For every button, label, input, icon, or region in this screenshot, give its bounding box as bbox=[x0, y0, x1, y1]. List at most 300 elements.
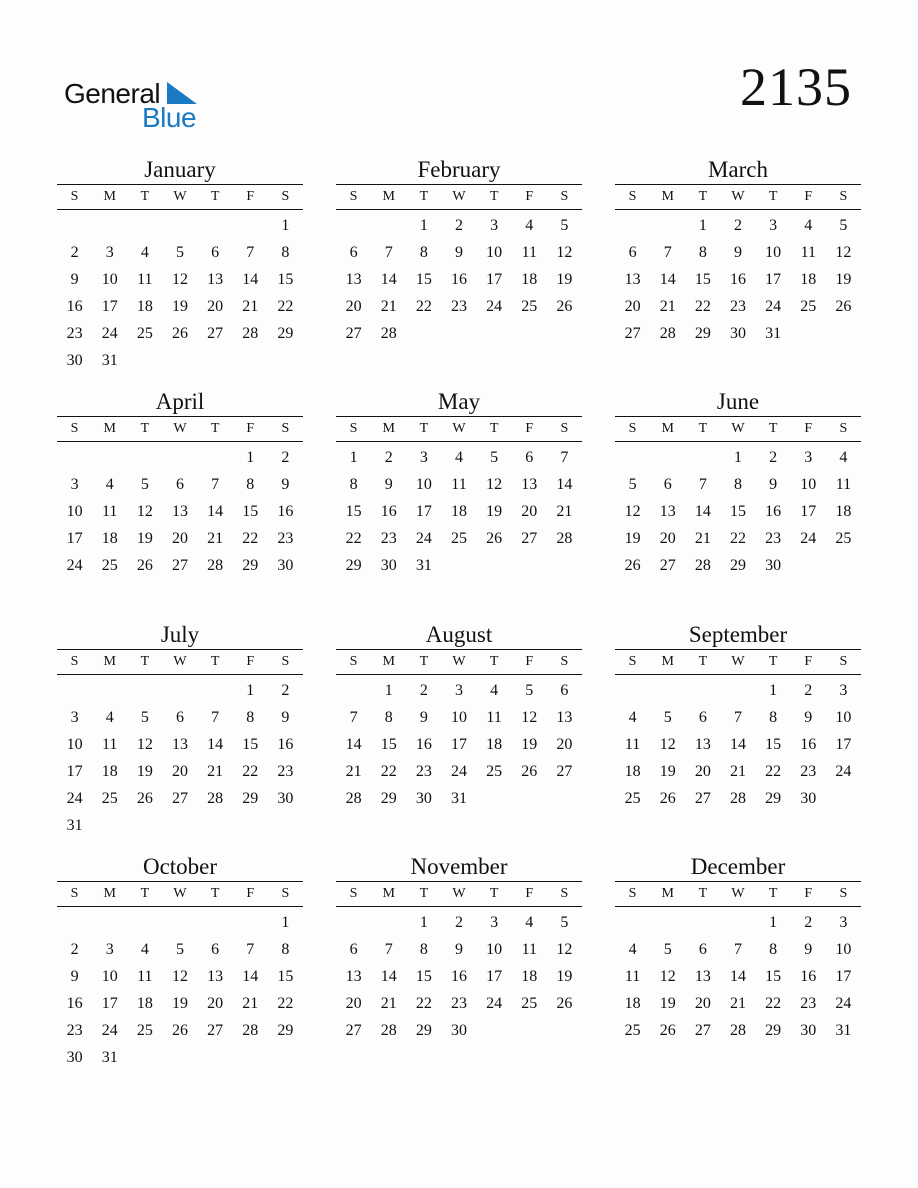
weekday-label: F bbox=[804, 189, 813, 204]
day-cell: 28 bbox=[729, 790, 746, 807]
weekday-label: S bbox=[349, 886, 358, 901]
week-row bbox=[57, 293, 303, 320]
day-cell: 17 bbox=[486, 968, 503, 985]
day-cell: 10 bbox=[66, 736, 83, 753]
day-cell: 31 bbox=[450, 790, 467, 807]
weekday-label: F bbox=[246, 189, 255, 204]
day-cell: 14 bbox=[556, 476, 573, 493]
week-row bbox=[336, 1017, 582, 1044]
day-cell: 8 bbox=[419, 941, 428, 958]
day-cell: 2 bbox=[804, 914, 813, 931]
day-cell: 19 bbox=[171, 995, 188, 1012]
month-title: March bbox=[707, 157, 769, 182]
day-cell: 24 bbox=[486, 995, 503, 1012]
day-cell: 16 bbox=[450, 968, 467, 985]
day-cell: 5 bbox=[490, 449, 499, 466]
day-cell: 7 bbox=[246, 244, 255, 261]
day-cell: 1 bbox=[281, 914, 290, 931]
weekday-header bbox=[336, 184, 582, 210]
weekday-label: T bbox=[210, 421, 220, 436]
day-cell: 5 bbox=[525, 682, 534, 699]
day-cell: 24 bbox=[486, 298, 503, 315]
day-cell: 24 bbox=[450, 763, 467, 780]
day-cell: 1 bbox=[419, 217, 428, 234]
month-title: July bbox=[160, 622, 200, 647]
day-cell: 22 bbox=[345, 530, 362, 547]
week-row bbox=[57, 552, 303, 579]
weekday-label: M bbox=[382, 654, 395, 669]
day-cell: 25 bbox=[521, 995, 538, 1012]
day-cell: 18 bbox=[101, 763, 118, 780]
day-cell: 11 bbox=[137, 968, 153, 985]
weekday-label: S bbox=[70, 886, 79, 901]
day-cell: 15 bbox=[415, 271, 432, 288]
empty-cell bbox=[233, 1044, 268, 1071]
day-cell: 1 bbox=[698, 217, 707, 234]
week-row bbox=[615, 293, 861, 320]
day-cell: 21 bbox=[380, 995, 397, 1012]
empty-cell bbox=[615, 677, 650, 704]
day-cell: 6 bbox=[663, 476, 672, 493]
week-row bbox=[57, 212, 303, 239]
week-row bbox=[336, 320, 582, 347]
empty-cell bbox=[615, 444, 650, 471]
week-row bbox=[615, 525, 861, 552]
empty-cell bbox=[406, 320, 441, 347]
day-cell: 26 bbox=[171, 325, 188, 342]
day-cell: 23 bbox=[66, 1022, 83, 1039]
day-cell: 2 bbox=[281, 682, 290, 699]
empty-cell bbox=[650, 444, 685, 471]
day-cell: 19 bbox=[556, 968, 573, 985]
week-row bbox=[336, 963, 582, 990]
day-cell: 22 bbox=[380, 763, 397, 780]
month-title: April bbox=[155, 389, 205, 414]
weekday-label: W bbox=[452, 654, 466, 669]
day-cell: 12 bbox=[171, 968, 188, 985]
day-cell: 17 bbox=[486, 271, 503, 288]
day-cell: 13 bbox=[694, 968, 711, 985]
day-cell: 31 bbox=[66, 817, 83, 834]
day-cell: 25 bbox=[101, 557, 118, 574]
day-cell: 16 bbox=[66, 995, 83, 1012]
day-cell: 12 bbox=[136, 736, 153, 753]
week-row bbox=[336, 293, 582, 320]
day-cell: 10 bbox=[101, 968, 118, 985]
month-title: May bbox=[437, 389, 481, 414]
day-cell: 15 bbox=[277, 968, 294, 985]
day-cell: 22 bbox=[765, 995, 782, 1012]
day-cell: 23 bbox=[729, 298, 746, 315]
day-cell: 10 bbox=[415, 476, 432, 493]
day-cell: 19 bbox=[659, 763, 676, 780]
day-cell: 28 bbox=[345, 790, 362, 807]
day-cell: 26 bbox=[835, 298, 852, 315]
day-cell: 20 bbox=[207, 298, 224, 315]
day-cell: 27 bbox=[207, 1022, 224, 1039]
weekday-label: T bbox=[698, 654, 708, 669]
weekday-label: F bbox=[525, 654, 534, 669]
day-cell: 7 bbox=[663, 244, 672, 261]
empty-cell bbox=[233, 347, 268, 374]
day-cell: 25 bbox=[624, 1022, 641, 1039]
month-november bbox=[336, 854, 582, 1044]
day-cell: 13 bbox=[171, 503, 188, 520]
day-cell: 3 bbox=[769, 217, 778, 234]
day-cell: 29 bbox=[765, 1022, 782, 1039]
day-cell: 2 bbox=[454, 914, 463, 931]
week-row bbox=[615, 239, 861, 266]
week-row bbox=[57, 1017, 303, 1044]
day-cell: 20 bbox=[694, 763, 711, 780]
empty-cell bbox=[650, 909, 685, 936]
day-cell: 18 bbox=[521, 271, 538, 288]
weekday-label: T bbox=[768, 189, 778, 204]
day-cell: 17 bbox=[101, 995, 118, 1012]
day-cell: 12 bbox=[835, 244, 852, 261]
day-cell: 27 bbox=[694, 1022, 711, 1039]
empty-cell bbox=[162, 444, 197, 471]
day-cell: 15 bbox=[765, 968, 782, 985]
week-row bbox=[57, 990, 303, 1017]
day-cell: 29 bbox=[345, 557, 362, 574]
week-row bbox=[57, 1044, 303, 1071]
day-cell: 17 bbox=[66, 530, 83, 547]
month-title: September bbox=[688, 622, 788, 647]
day-cell: 12 bbox=[659, 736, 676, 753]
day-cell: 1 bbox=[769, 914, 778, 931]
weekday-label: T bbox=[768, 421, 778, 436]
empty-cell bbox=[336, 677, 371, 704]
week-row bbox=[615, 444, 861, 471]
month-august bbox=[336, 622, 582, 812]
day-cell: 25 bbox=[136, 325, 153, 342]
day-cell: 18 bbox=[101, 530, 118, 547]
empty-cell bbox=[233, 909, 268, 936]
day-cell: 28 bbox=[242, 325, 259, 342]
day-cell: 12 bbox=[171, 271, 188, 288]
day-cell: 28 bbox=[694, 557, 711, 574]
day-cell: 20 bbox=[659, 530, 676, 547]
day-cell: 5 bbox=[628, 476, 637, 493]
empty-cell bbox=[198, 812, 233, 839]
day-cell: 27 bbox=[556, 763, 573, 780]
day-cell: 24 bbox=[101, 325, 118, 342]
weekday-label: W bbox=[173, 886, 187, 901]
week-row bbox=[57, 758, 303, 785]
day-cell: 10 bbox=[835, 709, 852, 726]
day-cell: 6 bbox=[349, 244, 358, 261]
day-cell: 8 bbox=[281, 941, 290, 958]
empty-cell bbox=[198, 677, 233, 704]
week-row bbox=[336, 212, 582, 239]
day-cell: 12 bbox=[521, 709, 538, 726]
month-january bbox=[57, 157, 303, 374]
day-cell: 18 bbox=[521, 968, 538, 985]
day-cell: 16 bbox=[800, 968, 817, 985]
week-row bbox=[336, 677, 582, 704]
month-september bbox=[615, 622, 861, 812]
day-cell: 15 bbox=[277, 271, 294, 288]
week-row bbox=[336, 266, 582, 293]
day-cell: 16 bbox=[765, 503, 782, 520]
weekday-label: F bbox=[804, 421, 813, 436]
weekday-label: T bbox=[698, 886, 708, 901]
day-cell: 3 bbox=[490, 217, 499, 234]
day-cell: 24 bbox=[800, 530, 817, 547]
day-cell: 11 bbox=[521, 244, 537, 261]
week-row bbox=[336, 936, 582, 963]
week-row bbox=[57, 239, 303, 266]
day-cell: 19 bbox=[624, 530, 641, 547]
week-row bbox=[57, 704, 303, 731]
weekday-label: M bbox=[103, 421, 116, 436]
weekday-label: T bbox=[698, 189, 708, 204]
day-cell: 12 bbox=[659, 968, 676, 985]
day-cell: 13 bbox=[624, 271, 641, 288]
day-cell: 2 bbox=[454, 217, 463, 234]
day-cell: 29 bbox=[242, 790, 259, 807]
week-row bbox=[615, 909, 861, 936]
weekday-label: M bbox=[661, 421, 674, 436]
empty-cell bbox=[512, 785, 547, 812]
week-row bbox=[336, 909, 582, 936]
day-cell: 5 bbox=[839, 217, 848, 234]
day-cell: 21 bbox=[242, 995, 259, 1012]
day-cell: 9 bbox=[281, 709, 290, 726]
weekday-label: F bbox=[804, 654, 813, 669]
weekday-label: F bbox=[525, 886, 534, 901]
weekday-label: S bbox=[70, 189, 79, 204]
brand-word-blue: Blue bbox=[142, 102, 197, 133]
day-cell: 25 bbox=[521, 298, 538, 315]
day-cell: 12 bbox=[556, 244, 573, 261]
empty-cell bbox=[92, 212, 127, 239]
day-cell: 9 bbox=[769, 476, 778, 493]
week-row bbox=[615, 266, 861, 293]
empty-cell bbox=[233, 812, 268, 839]
day-cell: 30 bbox=[729, 325, 746, 342]
weekday-label: F bbox=[804, 886, 813, 901]
month-title: June bbox=[716, 389, 760, 414]
day-cell: 8 bbox=[349, 476, 358, 493]
empty-cell bbox=[127, 1044, 162, 1071]
day-cell: 7 bbox=[211, 709, 220, 726]
day-cell: 19 bbox=[659, 995, 676, 1012]
weekday-label: T bbox=[210, 654, 220, 669]
day-cell: 3 bbox=[839, 682, 848, 699]
week-row bbox=[57, 444, 303, 471]
empty-cell bbox=[57, 212, 92, 239]
day-cell: 19 bbox=[556, 271, 573, 288]
empty-cell bbox=[477, 785, 512, 812]
empty-cell bbox=[198, 1044, 233, 1071]
day-cell: 15 bbox=[242, 503, 259, 520]
weekday-label: S bbox=[560, 886, 569, 901]
empty-cell bbox=[512, 552, 547, 579]
empty-cell bbox=[57, 909, 92, 936]
weekday-label: S bbox=[349, 189, 358, 204]
day-cell: 20 bbox=[345, 995, 362, 1012]
day-cell: 31 bbox=[101, 1049, 118, 1066]
day-cell: 4 bbox=[140, 244, 149, 261]
week-row bbox=[615, 552, 861, 579]
day-cell: 1 bbox=[349, 449, 358, 466]
day-cell: 2 bbox=[281, 449, 290, 466]
day-cell: 25 bbox=[624, 790, 641, 807]
week-row bbox=[57, 525, 303, 552]
weekday-label: F bbox=[525, 189, 534, 204]
weekday-label: T bbox=[698, 421, 708, 436]
month-february bbox=[336, 157, 582, 347]
day-cell: 11 bbox=[624, 968, 641, 985]
day-cell: 30 bbox=[66, 1049, 83, 1066]
weekday-header bbox=[336, 881, 582, 907]
day-cell: 2 bbox=[419, 682, 428, 699]
weekday-label: S bbox=[349, 654, 358, 669]
week-row bbox=[336, 552, 582, 579]
empty-cell bbox=[268, 1044, 303, 1071]
day-cell: 8 bbox=[384, 709, 393, 726]
empty-cell bbox=[127, 347, 162, 374]
weekday-label: W bbox=[731, 189, 745, 204]
day-cell: 28 bbox=[556, 530, 573, 547]
day-cell: 7 bbox=[384, 244, 393, 261]
weekday-header bbox=[615, 416, 861, 442]
day-cell: 16 bbox=[380, 503, 397, 520]
weekday-label: T bbox=[140, 421, 150, 436]
day-cell: 18 bbox=[450, 503, 467, 520]
empty-cell bbox=[547, 320, 582, 347]
day-cell: 11 bbox=[451, 476, 467, 493]
empty-cell bbox=[685, 677, 720, 704]
week-row bbox=[336, 498, 582, 525]
day-cell: 22 bbox=[694, 298, 711, 315]
weekday-label: W bbox=[173, 189, 187, 204]
day-cell: 3 bbox=[839, 914, 848, 931]
empty-cell bbox=[92, 909, 127, 936]
week-row bbox=[615, 471, 861, 498]
week-row bbox=[336, 704, 582, 731]
empty-cell bbox=[477, 1017, 512, 1044]
day-cell: 14 bbox=[207, 736, 224, 753]
weekday-header bbox=[615, 881, 861, 907]
day-cell: 3 bbox=[105, 244, 114, 261]
weekday-label: T bbox=[419, 886, 429, 901]
week-row bbox=[336, 471, 582, 498]
month-december bbox=[615, 854, 861, 1044]
empty-cell bbox=[441, 552, 476, 579]
day-cell: 30 bbox=[277, 790, 294, 807]
day-cell: 17 bbox=[835, 736, 852, 753]
day-cell: 11 bbox=[486, 709, 502, 726]
day-cell: 29 bbox=[729, 557, 746, 574]
day-cell: 30 bbox=[277, 557, 294, 574]
day-cell: 7 bbox=[211, 476, 220, 493]
day-cell: 16 bbox=[277, 736, 294, 753]
empty-cell bbox=[198, 212, 233, 239]
day-cell: 9 bbox=[281, 476, 290, 493]
week-row bbox=[57, 677, 303, 704]
day-cell: 29 bbox=[242, 557, 259, 574]
empty-cell bbox=[198, 444, 233, 471]
day-cell: 10 bbox=[835, 941, 852, 958]
day-cell: 13 bbox=[556, 709, 573, 726]
day-cell: 31 bbox=[101, 352, 118, 369]
day-cell: 10 bbox=[66, 503, 83, 520]
day-cell: 23 bbox=[450, 995, 467, 1012]
day-cell: 30 bbox=[765, 557, 782, 574]
empty-cell bbox=[477, 552, 512, 579]
day-cell: 13 bbox=[659, 503, 676, 520]
day-cell: 27 bbox=[345, 325, 362, 342]
day-cell: 6 bbox=[628, 244, 637, 261]
empty-cell bbox=[162, 212, 197, 239]
empty-cell bbox=[162, 812, 197, 839]
day-cell: 5 bbox=[560, 217, 569, 234]
day-cell: 3 bbox=[419, 449, 428, 466]
empty-cell bbox=[198, 347, 233, 374]
day-cell: 26 bbox=[556, 995, 573, 1012]
day-cell: 30 bbox=[66, 352, 83, 369]
day-cell: 28 bbox=[207, 790, 224, 807]
empty-cell bbox=[127, 212, 162, 239]
weekday-label: S bbox=[281, 654, 290, 669]
empty-cell bbox=[336, 909, 371, 936]
day-cell: 15 bbox=[729, 503, 746, 520]
weekday-label: M bbox=[382, 189, 395, 204]
weekday-header bbox=[336, 416, 582, 442]
week-row bbox=[57, 320, 303, 347]
day-cell: 27 bbox=[694, 790, 711, 807]
day-cell: 3 bbox=[70, 709, 79, 726]
week-row bbox=[57, 785, 303, 812]
day-cell: 5 bbox=[663, 709, 672, 726]
weekday-label: T bbox=[768, 886, 778, 901]
day-cell: 11 bbox=[102, 736, 118, 753]
day-cell: 15 bbox=[380, 736, 397, 753]
weekday-label: T bbox=[140, 886, 150, 901]
empty-cell bbox=[92, 677, 127, 704]
day-cell: 24 bbox=[765, 298, 782, 315]
day-cell: 13 bbox=[345, 271, 362, 288]
day-cell: 14 bbox=[207, 503, 224, 520]
day-cell: 22 bbox=[277, 995, 294, 1012]
week-row bbox=[57, 266, 303, 293]
week-row bbox=[615, 963, 861, 990]
day-cell: 22 bbox=[415, 995, 432, 1012]
day-cell: 6 bbox=[560, 682, 569, 699]
day-cell: 14 bbox=[242, 968, 259, 985]
day-cell: 4 bbox=[525, 217, 534, 234]
day-cell: 7 bbox=[560, 449, 569, 466]
day-cell: 13 bbox=[521, 476, 538, 493]
day-cell: 4 bbox=[105, 476, 114, 493]
empty-cell bbox=[547, 1017, 582, 1044]
day-cell: 19 bbox=[171, 298, 188, 315]
day-cell: 15 bbox=[415, 968, 432, 985]
day-cell: 26 bbox=[521, 763, 538, 780]
day-cell: 17 bbox=[66, 763, 83, 780]
day-cell: 6 bbox=[349, 941, 358, 958]
day-cell: 22 bbox=[277, 298, 294, 315]
month-march bbox=[615, 157, 861, 347]
day-cell: 24 bbox=[415, 530, 432, 547]
empty-cell bbox=[92, 444, 127, 471]
empty-cell bbox=[127, 812, 162, 839]
empty-cell bbox=[512, 1017, 547, 1044]
day-cell: 12 bbox=[486, 476, 503, 493]
